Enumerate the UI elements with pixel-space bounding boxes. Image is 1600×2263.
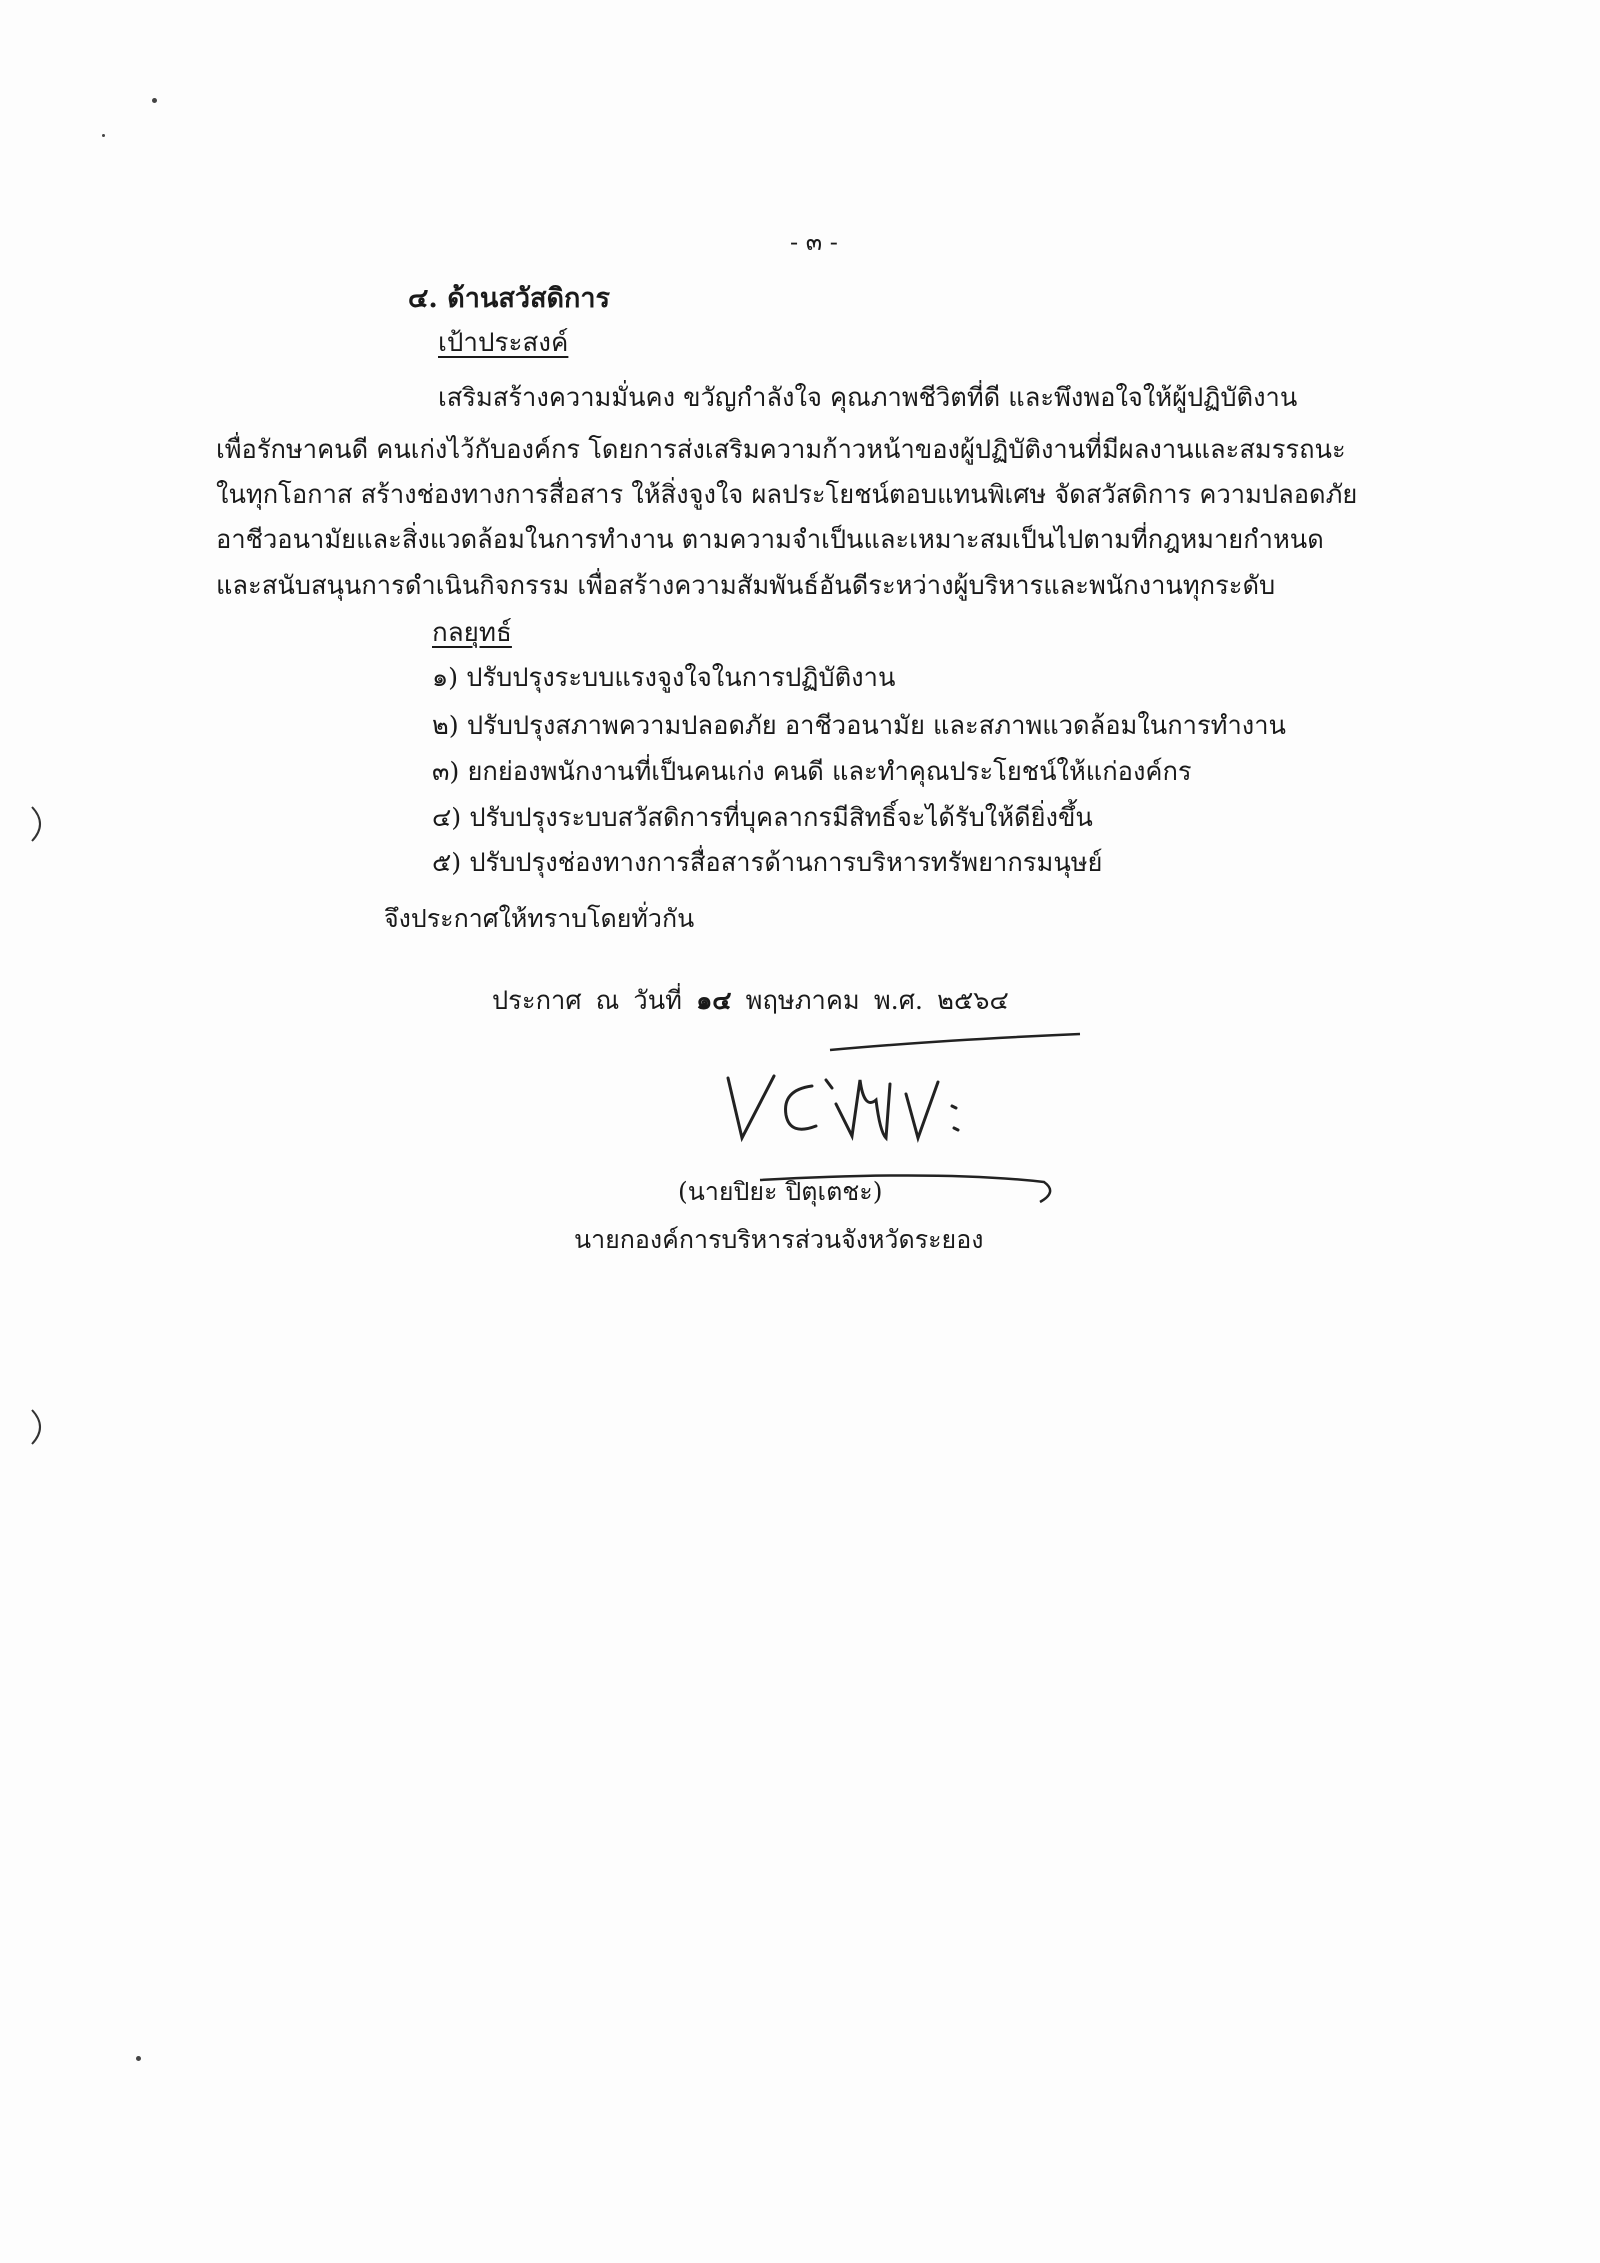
objective-line: ในทุกโอกาส สร้างช่องทางการสื่อสาร ให้สิ่งจูงใจ ผลประโยชน์ตอบแทนพิเศษ จัดสวัสดิการ ความปลอดภัย [216, 480, 1358, 510]
objective-heading: เป้าประสงค์ [438, 328, 569, 358]
signer-title: นายกองค์การบริหารส่วนจังหวัดระยอง [574, 1225, 984, 1254]
signer-name: (นายปิยะ ปิตุเตชะ) [678, 1177, 883, 1206]
page-number: - ๓ - [790, 228, 838, 256]
announcement-date [492, 981, 1009, 1021]
objective-line: เพื่อรักษาคนดี คนเก่งไว้กับองค์กร โดยการส่งเสริมความก้าวหน้าของผู้ปฏิบัติงานที่มีผลงานและสมรรถนะ [216, 435, 1346, 465]
objective-line: และสนับสนุนการดำเนินกิจกรรม เพื่อสร้างความสัมพันธ์อันดีระหว่างผู้บริหารและพนักงานทุกระดับ [216, 571, 1276, 601]
strategy-item: ๔) ปรับปรุงระบบสวัสดิการที่บุคลากรมีสิทธิ์จะได้รับให้ดียิ่งขึ้น [432, 803, 1093, 833]
announcement-prefix: ประกาศ ณ วันที่ [492, 986, 682, 1016]
strategy-item: ๓) ยกย่องพนักงานที่เป็นคนเก่ง คนดี และทำคุณประโยชน์ให้แก่องค์กร [432, 757, 1192, 787]
scan-speck [136, 2056, 141, 2061]
objective-line: อาชีวอนามัยและสิ่งแวดล้อมในการทำงาน ตามความจำเป็นและเหมาะสมเป็นไปตามที่กฎหมายกำหนด [216, 525, 1324, 555]
strategy-item: ๑) ปรับปรุงระบบแรงจูงใจในการปฏิบัติงาน [432, 663, 896, 693]
strategy-heading: กลยุทธ์ [432, 618, 512, 648]
punch-hole-mark [28, 1408, 50, 1446]
punch-hole-mark [28, 805, 50, 843]
scan-speck [102, 134, 105, 137]
closing-statement: จึงประกาศให้ทราบโดยทั่วกัน [384, 904, 695, 933]
section-heading: ๔. ด้านสวัสดิการ [408, 283, 611, 314]
strategy-item: ๒) ปรับปรุงสภาพความปลอดภัย อาชีวอนามัย และสภาพแวดล้อมในการทำงาน [432, 711, 1286, 741]
strategy-item: ๕) ปรับปรุงช่องทางการสื่อสารด้านการบริหารทรัพยากรมนุษย์ [432, 848, 1103, 878]
scan-speck [152, 98, 157, 103]
announcement-month-year: พฤษภาคม พ.ศ. ๒๕๖๔ [745, 986, 1009, 1016]
announcement-day: ๑๔ [696, 986, 732, 1016]
objective-line: เสริมสร้างความมั่นคง ขวัญกำลังใจ คุณภาพชีวิตที่ดี และพึงพอใจให้ผู้ปฏิบัติงาน [438, 383, 1298, 413]
